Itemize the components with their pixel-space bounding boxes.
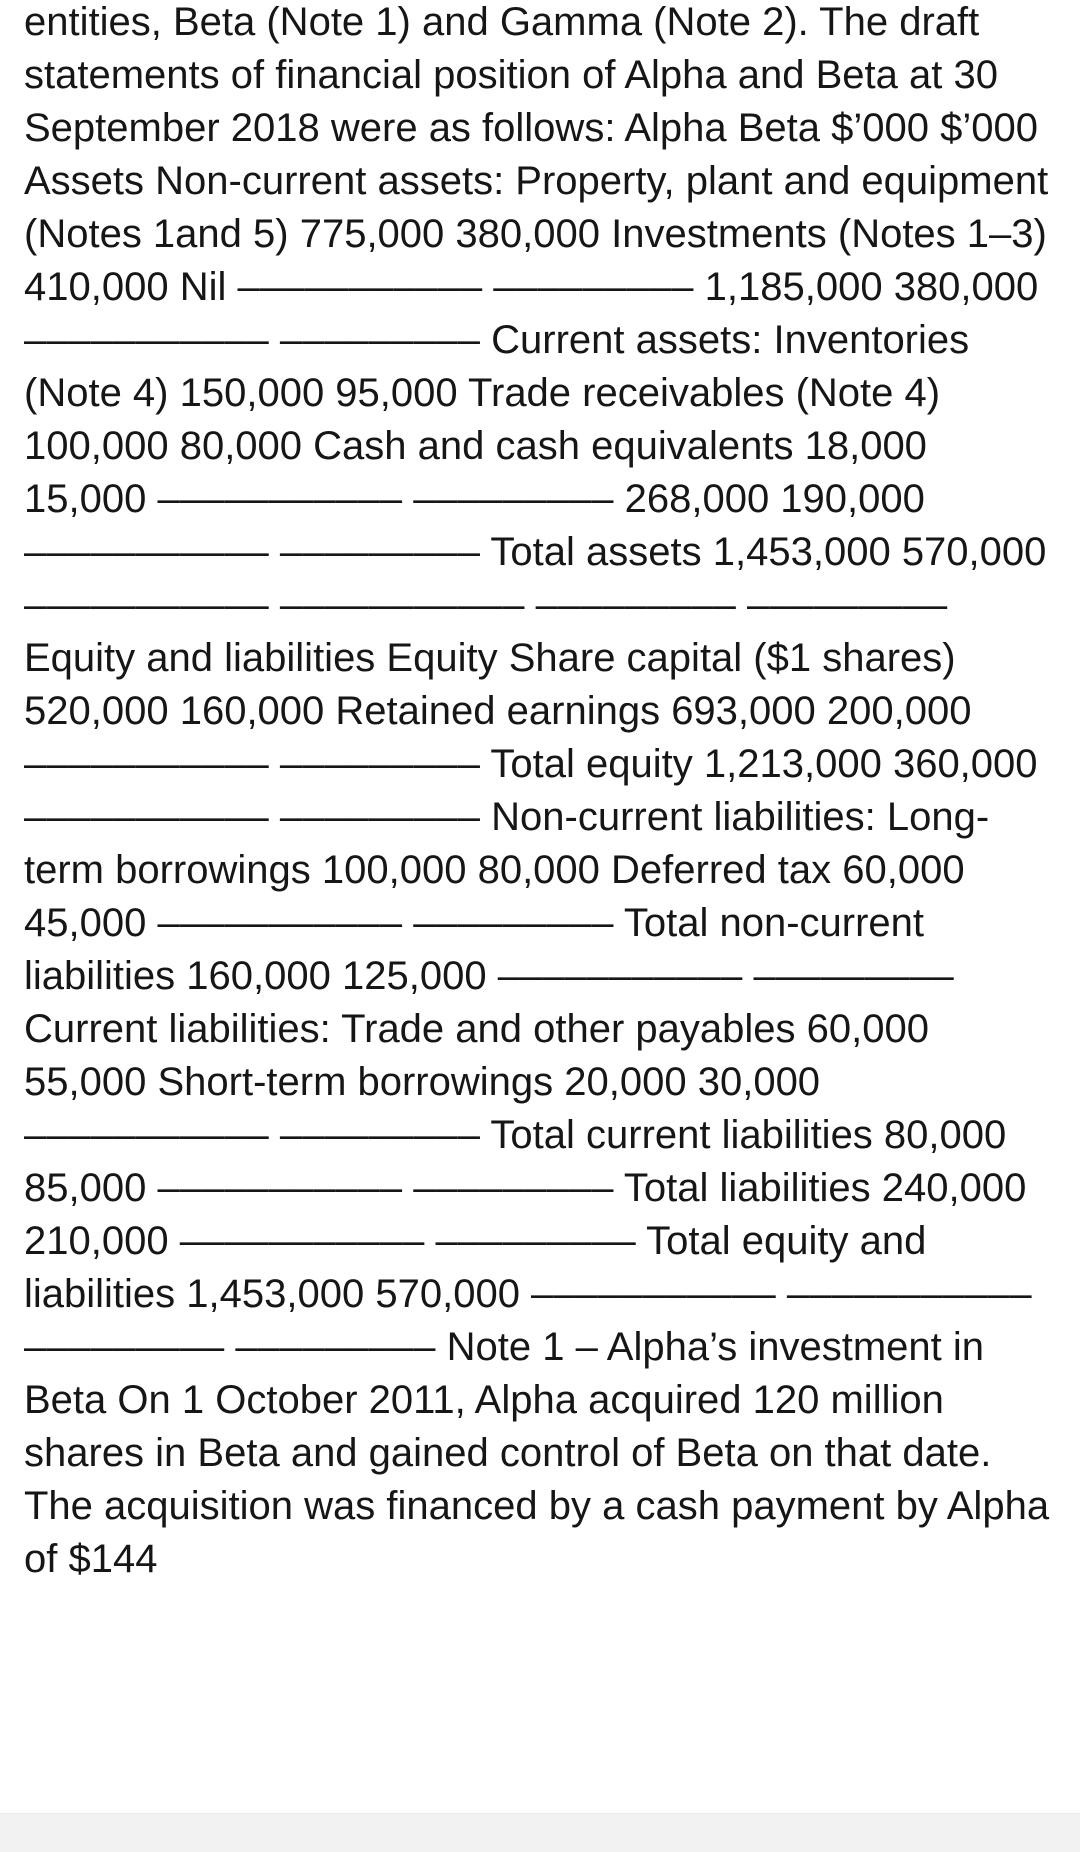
document-text: entities, Beta (Note 1) and Gamma (Note 2). The draft statements of financial position of Alpha and Beta at 30 September 2018 were as follows: Alpha Beta $’000 $’000 Assets Non-current assets: Property, plant and equipment (Notes 1and 5) 775,000 380,000 Investments (Notes 1–3) 410,000 Nil ––––––––––– ––––––––– 1,185,000 380,000 ––––––––––– ––––––––– Current assets: Inventories (Note 4) 150,000 95,000 Trade receivables (Note 4) 100,000 80,000 Cash and cash equivalents 18,000 15,000 ––––––––––– ––––––––– 268,000 190,000 ––––––––––– ––––––––– Total assets 1,453,000 570,000 ––––––––––– ––––––––––– ––––––––– ––––––––– Equity and liabilities Equity Share capital ($1 shares) 520,000 160,000 Retained earnings 693,000 200,000 ––––––––––– ––––––––– Total equity 1,213,000 360,000 ––––––––––– ––––––––– Non-current liabilities: Long-term borrowings 100,000 80,000 Deferred tax 60,000 45,000 ––––––––––– ––––––––– Total non-current liabilities 160,000 125,000 ––––––––––– ––––––––– Current liabilities: Trade and other payables 60,000 55,000 Short-term borrowings 20,000 30,000 ––––––––––– ––––––––– Total current liabilities 80,000 85,000 ––––––––––– ––––––––– Total liabilities 240,000 210,000 ––––––––––– ––––––––– Total equity and liabilities 1,453,000 570,000 ––––––––––– ––––––––––– ––––––––– ––––––––– Note 1 – Alpha’s investment in Beta On 1 October 2011, Alpha acquired 120 million shares in Beta and gained control of Beta on that date. The acquisition was financed by a cash payment by Alpha of $144	[24, 0, 1050, 1581]
bottom-bar	[0, 1813, 1080, 1852]
document-body	[24, 0, 1056, 1586]
